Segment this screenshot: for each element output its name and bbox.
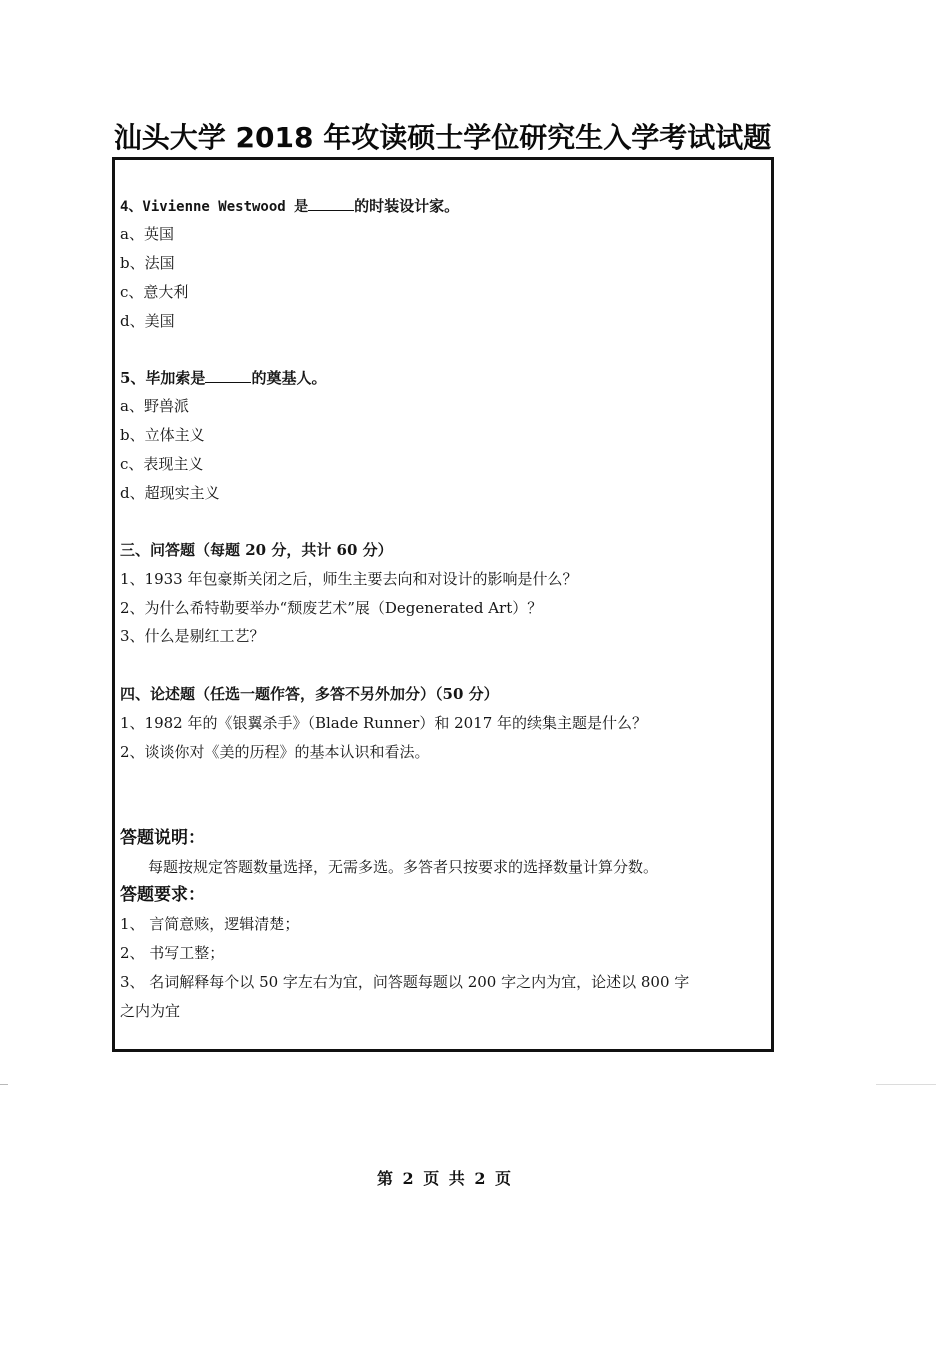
answer-blank [308,196,354,211]
scan-artifact [0,1084,8,1085]
question-5-option-b: b、立体主义 [120,426,205,444]
section-3-item-1: 1、1933 年包豪斯关闭之后，师生主要去向和对设计的影响是什么？ [120,570,578,588]
question-4-prefix: 4、Vivienne Westwood 是 [120,199,309,215]
section-3-item-2: 2、为什么希特勒要举办“颓废艺术”展（Degenerated Art）？ [120,599,543,617]
question-4-option-c: c、意大利 [120,283,189,301]
section-3-heading: 三、问答题（每题 20 分，共计 60 分） [120,541,393,559]
requirement-3: 3、 名词解释每个以 50 字左右为宜，问答题每题以 200 字之内为宜，论述以 800 字 [120,973,690,991]
requirements-heading: 答题要求： [120,885,205,905]
question-5-stem [120,368,326,388]
requirement-3-continued: 之内为宜 [120,1002,181,1020]
question-5-option-c: c、表现主义 [120,455,204,473]
page-title: 汕头大学 2018 年攻读硕士学位研究生入学考试试题 [113,121,772,154]
question-5-option-a: a、野兽派 [120,397,189,415]
section-4-item-1: 1、1982 年的《银翼杀手》（Blade Runner）和 2017 年的续集主题是什么？ [120,714,648,732]
section-3-item-3: 3、什么是剔红工艺？ [120,627,265,645]
instructions-heading: 答题说明： [120,828,205,848]
instructions-text: 每题按规定答题数量选择，无需多选。多答者只按要求的选择数量计算分数。 [148,858,659,876]
question-4-option-a: a、英国 [120,225,174,243]
question-4-suffix: 的时装设计家。 [354,197,460,215]
scan-artifact [876,1084,936,1085]
section-4-heading: 四、论述题（任选一题作答，多答不另外加分）（50 分） [120,685,499,703]
requirement-1: 1、 言简意赅，逻辑清楚； [120,915,300,933]
question-4-stem [120,196,459,217]
question-5-option-d: d、超现实主义 [120,484,220,502]
question-4-option-b: b、法国 [120,254,175,272]
answer-blank [205,368,251,383]
question-5-suffix: 的奠基人。 [251,369,327,387]
requirement-2: 2、 书写工整； [120,944,225,962]
section-4-item-2: 2、谈谈你对《美的历程》的基本认识和看法。 [120,743,430,761]
question-5-prefix: 5、毕加索是 [120,369,206,387]
page-number-footer: 第 2 页 共 2 页 [376,1169,514,1188]
question-4-option-d: d、美国 [120,312,175,330]
